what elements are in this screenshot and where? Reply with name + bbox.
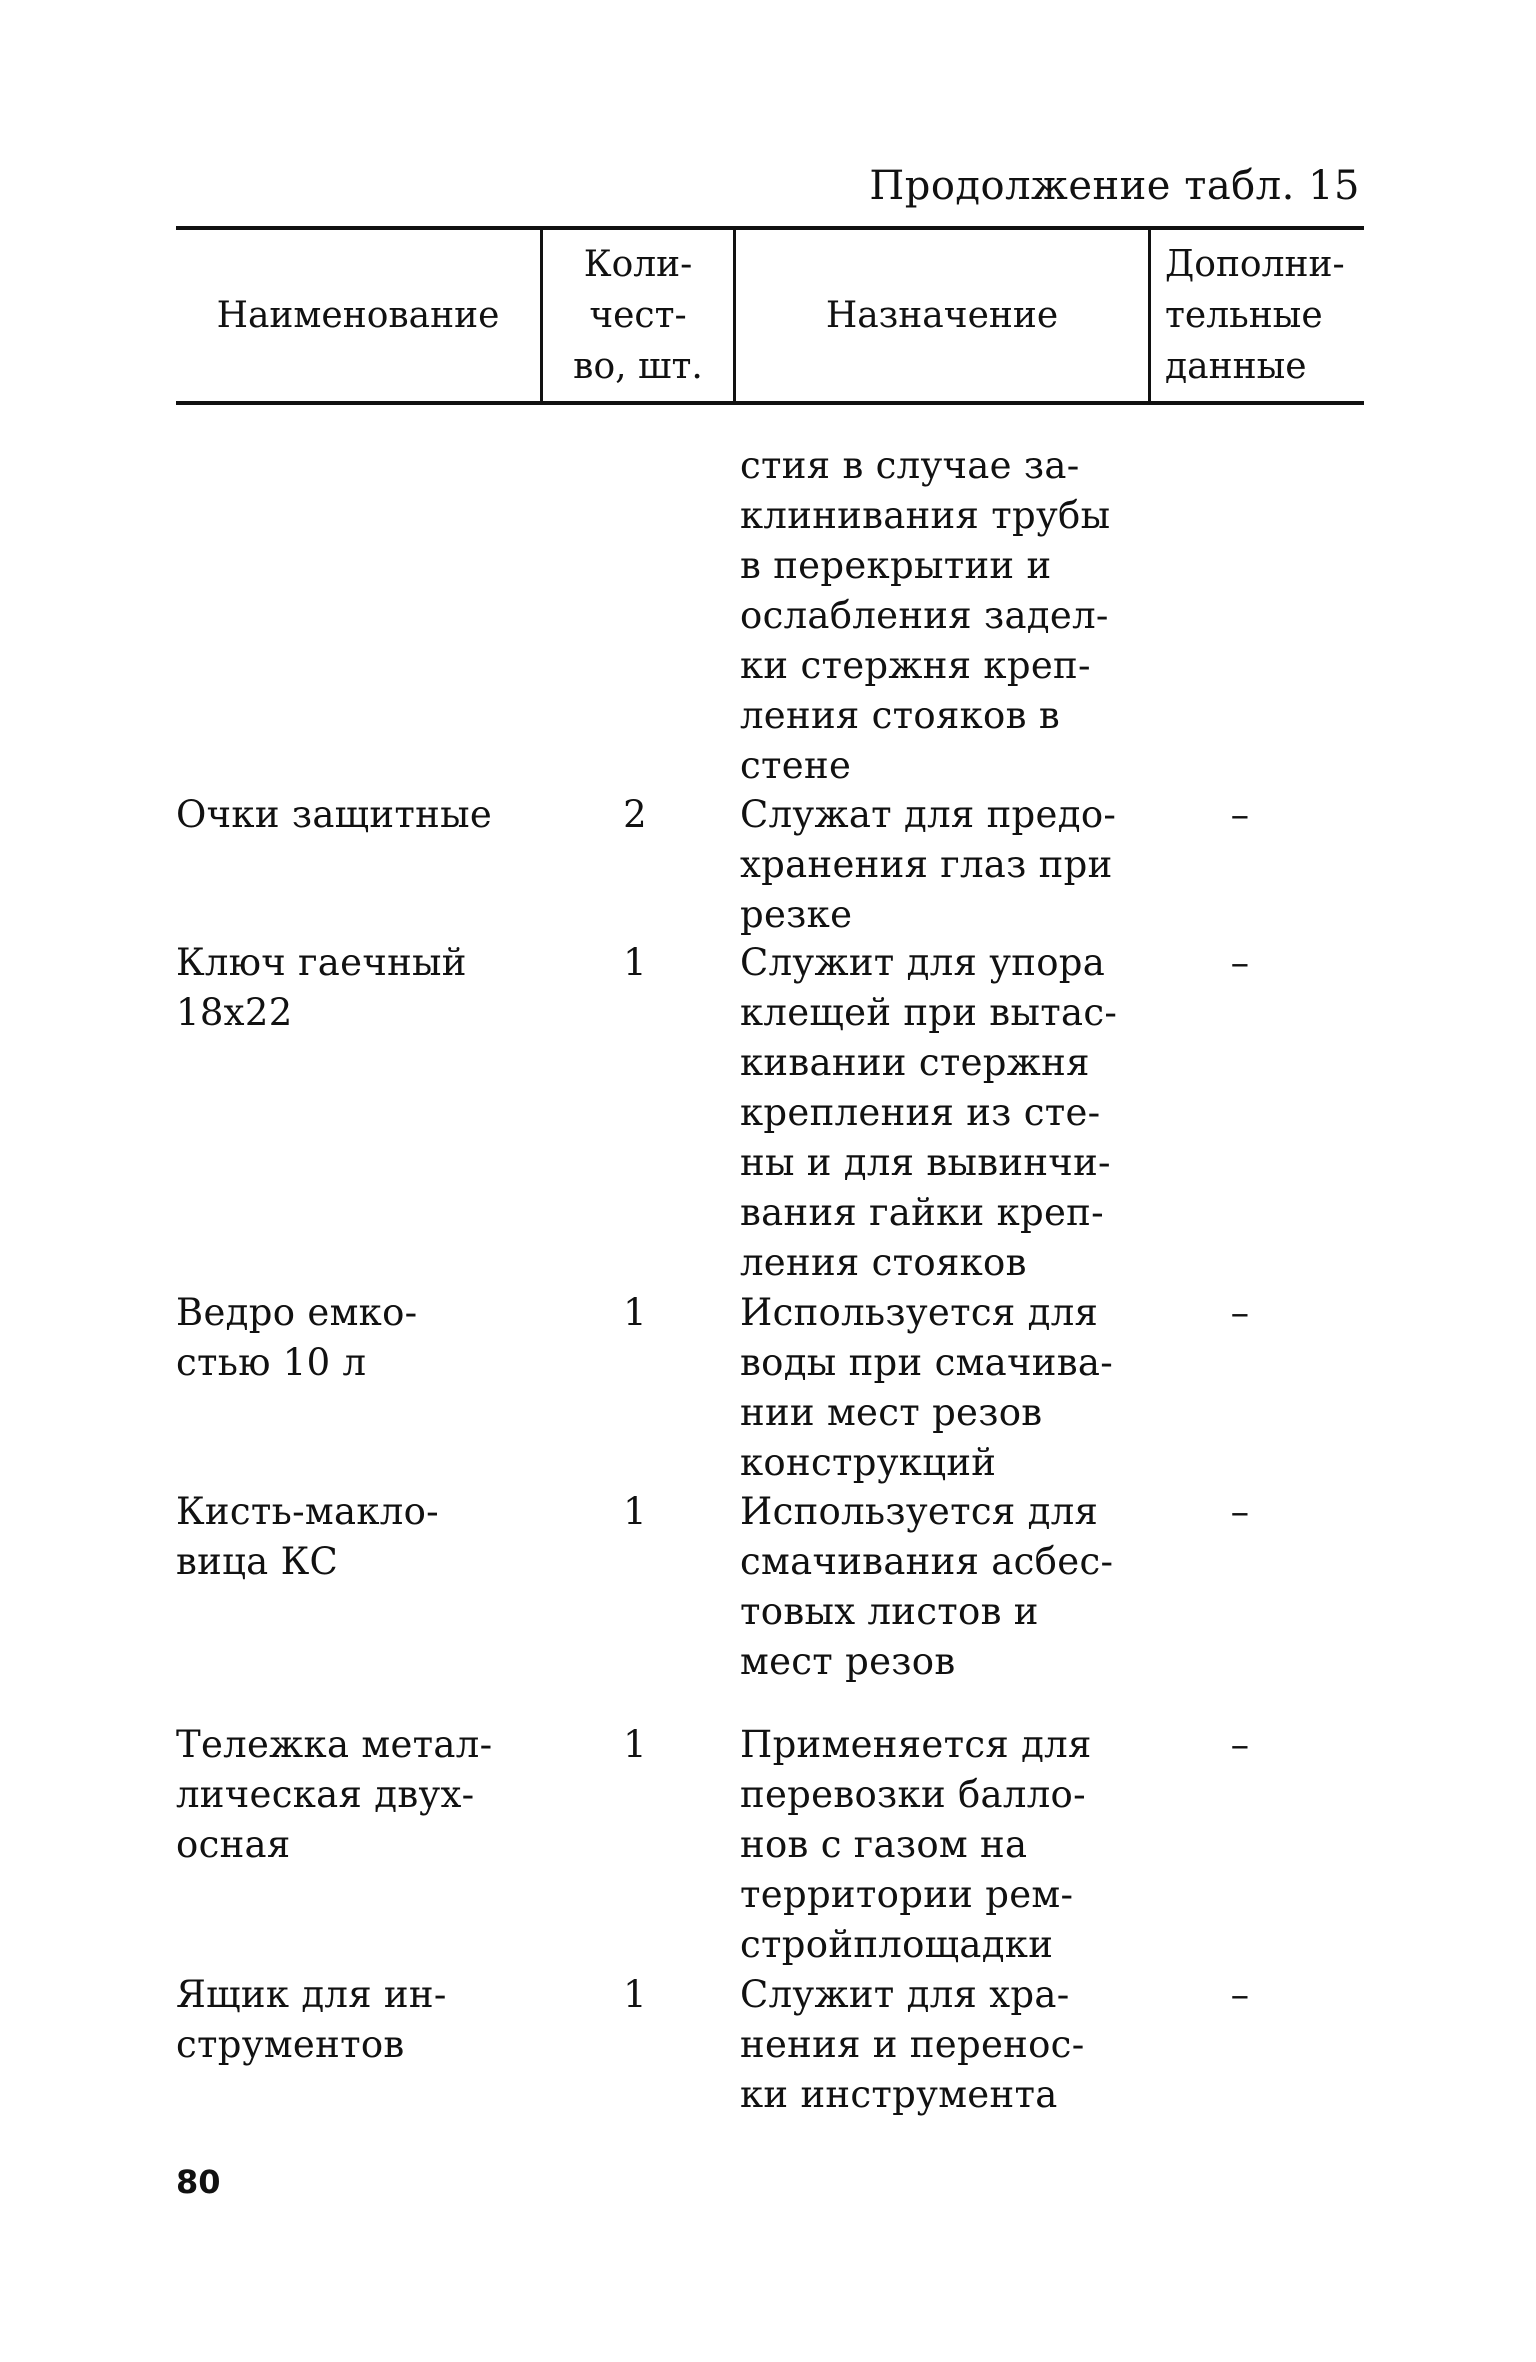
header-purpose: Назначение	[825, 295, 1059, 336]
row-name: Ящик для ин- струментов	[176, 1973, 447, 2066]
page-number: 80	[176, 2163, 221, 2201]
row-qty: 1	[623, 941, 647, 984]
row-purpose: Применяется для перевозки балло- нов с газом на территории рем- стройплощадки	[740, 1723, 1092, 1966]
row-extra: –	[1230, 793, 1250, 836]
header-qty: Коли- чест- во, шт.	[573, 244, 703, 387]
row-qty: 1	[623, 1973, 647, 2016]
row-qty: 1	[623, 1490, 647, 1533]
continuation-text: стия в случае за- клинивания трубы в перекрытии и ослабления задел- ки стержня креп- ления стояков в стене	[740, 444, 1111, 787]
row-purpose: Служит для упора клещей при вытас- кивании стержня крепления из сте- ны и для вывинчи- вания гайки креп- ления стояков	[740, 941, 1118, 1284]
row-extra: –	[1230, 1973, 1250, 2016]
row-purpose: Служит для хра- нения и перенос- ки инструмента	[740, 1973, 1085, 2116]
row-qty: 2	[623, 793, 647, 836]
row-purpose: Используется для смачивания асбес- товых листов и мест резов	[740, 1490, 1114, 1683]
row-qty: 1	[623, 1723, 647, 1766]
row-name: Тележка метал- лическая двух- осная	[176, 1723, 493, 1866]
row-name: Ключ гаечный 18х22	[176, 941, 467, 1034]
row-extra: –	[1230, 1291, 1250, 1334]
header-name: Наименование	[216, 295, 500, 336]
row-name: Кисть-макло- вица КС	[176, 1490, 439, 1583]
row-extra: –	[1230, 1723, 1250, 1766]
row-name: Ведро емко- стью 10 л	[176, 1291, 418, 1384]
row-extra: –	[1230, 1490, 1250, 1533]
row-qty: 1	[623, 1291, 647, 1334]
row-extra: –	[1230, 941, 1250, 984]
header-bottom-rule	[176, 401, 1364, 405]
header-extra: Дополни- тельные данные	[1165, 244, 1345, 387]
row-purpose: Используется для воды при смачива- нии мест резов конструкций	[740, 1291, 1114, 1484]
row-name: Очки защитные	[176, 793, 493, 836]
table-caption: Продолжение табл. 15	[869, 163, 1360, 209]
row-purpose: Служат для предо- хранения глаз при резке	[740, 793, 1117, 936]
